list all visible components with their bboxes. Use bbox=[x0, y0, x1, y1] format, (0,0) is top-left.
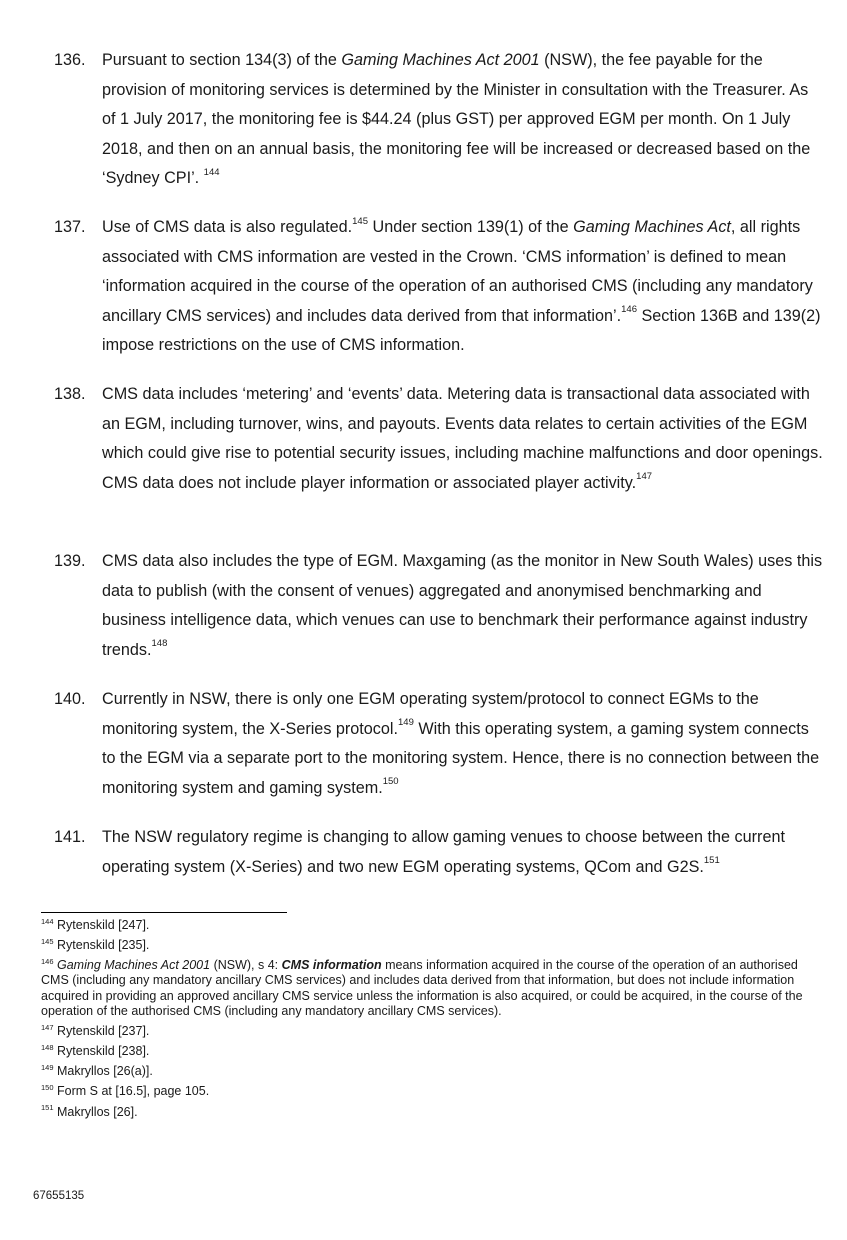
footnote-ref[interactable]: 151 bbox=[703, 855, 720, 867]
footnote-text: Makryllos [26]. bbox=[57, 1104, 138, 1119]
paragraph-text: Pursuant to section 134(3) of the Gaming Machines Act 2001 (NSW), the fee payable for the provision of monitoring services is determined by the Minister in consultation with the Treasurer. As of 1 July 2017, the monitoring fee is $44.24 (plus GST) per approved EGM per month. On 1 July 2018, and then on an annual basis, the monitoring fee will be increased or decreased based on the ‘Sydney CPI’. $^{144}$ bbox=[102, 51, 811, 187]
paragraph-137 bbox=[54, 213, 824, 361]
footnote-147 bbox=[41, 1024, 811, 1039]
footnote-151 bbox=[41, 1105, 811, 1120]
footnote-ref[interactable]: 150 bbox=[382, 776, 399, 788]
footnote-number: 148 bbox=[41, 1043, 54, 1053]
footnote-148 bbox=[41, 1044, 811, 1059]
paragraph-number: 138. bbox=[54, 385, 86, 403]
footnotes-section bbox=[41, 918, 811, 1125]
paragraph-number: 140. bbox=[54, 690, 86, 708]
footnote-text: Rytenskild [238]. bbox=[57, 1044, 150, 1059]
footnote-separator bbox=[41, 912, 287, 913]
document-id: 67655135 bbox=[33, 1190, 85, 1202]
paragraph-text: Currently in NSW, there is only one EGM operating system/protocol to connect EGMs to the monitoring system, the X-Series protocol.$^{149}$ With this operating system, a gaming system connects to the EGM via a separate port to the monitoring system. Hence, there is no connection between the monitoring system and gaming system.$^{150}$ bbox=[102, 690, 820, 797]
paragraph-text: Use of CMS data is also regulated.$^{145}$ Under section 139(1) of the Gaming Machines Act, all rights associated with CMS information are vested in the Crown. ‘CMS information’ is defined to mean ‘information acquired in the course of the operation of an authorised CMS (including any mandatory ancillary CMS services) and includes data derived from that information’.$^{146}$ Section 136B and 139(2) impose restrictions on the use of CMS information. bbox=[102, 215, 821, 354]
footnote-ref[interactable]: 149 bbox=[398, 717, 414, 729]
footnote-text: Rytenskild [247]. bbox=[57, 918, 150, 932]
footnote-number: 149 bbox=[41, 1063, 54, 1073]
footnote-text: Makryllos [26(a)]. bbox=[57, 1064, 153, 1079]
footnote-text: Gaming Machines Act 2001 (NSW), s 4: CMS information means information acquired in the course of the operation of an authorised CMS (including any mandatory ancillary CMS services) and includes data derived from that information, but does not include information acquired in providing an approved ancillary CMS service unless the information is also acquired, or could be acquired, in the course of the operation of the authorised CMS (including any mandatory ancillary CMS services). bbox=[41, 958, 803, 1019]
footnote-144 bbox=[41, 918, 811, 933]
paragraph-number: 141. bbox=[54, 828, 86, 846]
footnote-number: 151 bbox=[41, 1103, 54, 1113]
paragraph-141 bbox=[54, 823, 824, 882]
footnote-number: 147 bbox=[41, 1023, 54, 1033]
paragraph-text: The NSW regulatory regime is changing to allow gaming venues to choose between the current operating system (X-Series) and two new EGM operating systems, QCom and G2S.$^{151}$ bbox=[102, 828, 785, 876]
footnote-ref[interactable]: 144 bbox=[203, 166, 220, 178]
paragraph-136 bbox=[54, 46, 824, 194]
footnote-number: 144 bbox=[41, 916, 54, 926]
footnote-ref[interactable]: 148 bbox=[151, 638, 168, 650]
footnote-ref[interactable]: 147 bbox=[636, 471, 653, 483]
footnote-number: 150 bbox=[41, 1083, 54, 1093]
paragraph-text: CMS data includes ‘metering’ and ‘events’ data. Metering data is transactional data associated with an EGM, including turnover, wins, and payouts. Events data relates to certain activities of the EGM which could give rise to potential security issues, including machine malfunctions and door openings. CMS data does not include player information or associated player activity.$^{147}$ bbox=[102, 385, 823, 492]
footnote-149 bbox=[41, 1064, 811, 1079]
footnote-text: Form S at [16.5], page 105. bbox=[57, 1084, 210, 1099]
footnote-146 bbox=[41, 958, 811, 1019]
footnote-ref[interactable]: 146 bbox=[621, 304, 637, 316]
footnote-number: 145 bbox=[41, 936, 54, 946]
paragraph-number: 139. bbox=[54, 552, 86, 570]
footnote-text: Rytenskild [237]. bbox=[57, 1024, 150, 1039]
paragraph-number: 136. bbox=[54, 51, 86, 69]
footnote-number: 146 bbox=[41, 957, 54, 967]
footnote-text: Rytenskild [235]. bbox=[57, 938, 150, 953]
paragraph-139 bbox=[54, 547, 824, 665]
paragraph-140 bbox=[54, 685, 824, 803]
paragraph-number: 137. bbox=[54, 218, 86, 236]
paragraph-text: CMS data also includes the type of EGM. Maxgaming (as the monitor in New South Wales) uses this data to publish (with the consent of venues) aggregated and anonymised benchmarking and business intelligence data, which venues can use to benchmark their performance against industry trends.$^{148}$ bbox=[102, 552, 823, 659]
footnote-ref[interactable]: 145 bbox=[352, 215, 368, 227]
paragraph-138 bbox=[54, 380, 824, 498]
footnote-145 bbox=[41, 938, 811, 953]
footnote-150 bbox=[41, 1084, 811, 1099]
